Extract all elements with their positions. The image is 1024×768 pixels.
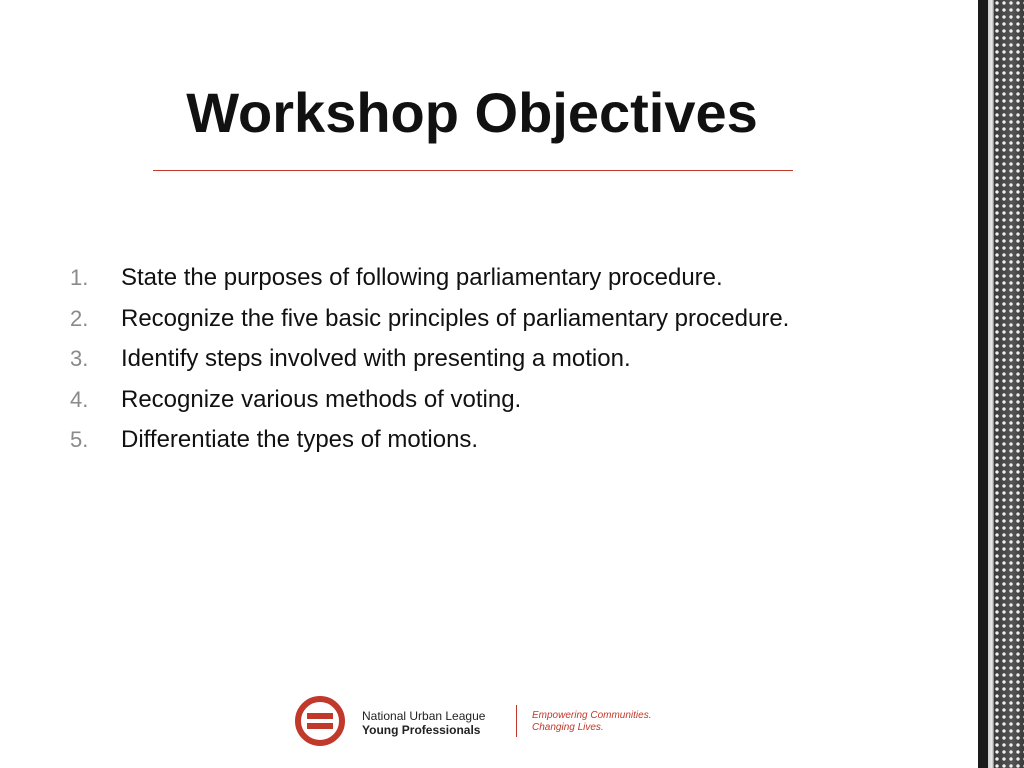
list-item-number: 2. [70,305,89,331]
decorative-side-strip [978,0,1024,768]
list-item-number: 1. [70,265,89,290]
title-underline [153,170,793,171]
list-item-number: 5. [70,427,89,452]
equality-circle-logo-icon [294,695,346,747]
tagline-line1: Empowering Communities. [532,710,652,721]
list-item-text: Identify steps involved with presenting a motion. [121,345,631,372]
list-item-text: Differentiate the types of motions. [121,426,479,453]
list-item [70,305,970,346]
list-item-text: State the purposes of following parliamentary procedure. [121,264,723,291]
org-name [362,709,485,737]
tagline [532,710,652,734]
org-name-line2: Young Professionals [362,723,481,737]
objectives-list [70,264,970,467]
list-item-number: 4. [70,386,89,412]
footer-logo [294,693,714,751]
list-item-text: Recognize various methods of voting. [121,385,522,413]
list-item-number: 3. [70,346,89,371]
list-item [70,264,970,305]
org-name-line1: National Urban League [362,709,486,723]
tagline-line2: Changing Lives. [532,722,604,733]
list-item-text: Recognize the five basic principles of parliamentary procedure. [121,304,790,332]
list-item [70,426,970,467]
logo-divider [516,705,517,737]
list-item [70,386,970,427]
list-item [70,345,970,386]
slide-title: Workshop Objectives [186,81,758,144]
